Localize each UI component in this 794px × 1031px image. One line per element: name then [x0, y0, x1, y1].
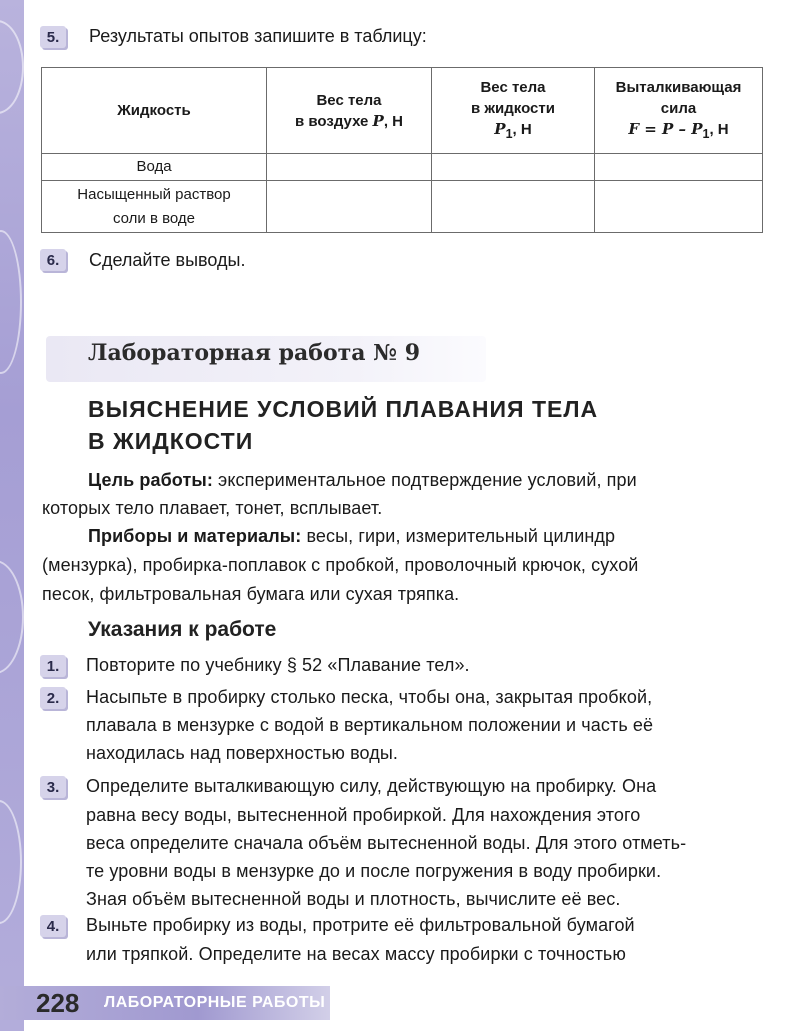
decor-orbit	[0, 800, 22, 924]
step-text: находилась над поверхностью воды.	[86, 743, 398, 763]
results-table	[41, 67, 763, 233]
step-text: Определите выталкивающую силу, действующую на пробирку. Она	[86, 776, 657, 796]
section-label: ЛАБОРАТОРНЫЕ РАБОТЫ	[104, 994, 326, 1011]
cell-empty	[432, 154, 595, 181]
step-number: 1.	[40, 655, 66, 677]
step-text: Выньте пробирку из воды, протрите её фильтровальной бумагой	[86, 915, 635, 935]
step-text: равна весу воды, вытесненной пробиркой. Для нахождения этого	[86, 805, 641, 825]
cell-empty	[595, 154, 763, 181]
step-text: Зная объём вытесненной воды и плотность, вычислите её вес.	[86, 889, 621, 909]
step-text: или тряпкой. Определите на весах массу пробирки с точностью	[86, 944, 627, 964]
decor-orbit	[0, 560, 24, 674]
item-number: 6.	[40, 249, 66, 271]
table-row	[42, 154, 763, 181]
cell-liquid: Насыщенный раствор соли в воде	[42, 181, 267, 233]
step-text: Повторите по учебнику § 52 «Плавание тел».	[86, 655, 470, 675]
item-number: 5.	[40, 26, 66, 48]
header-buoyant-force: Выталкивающая сила $F = P - P_1$, Н	[595, 68, 763, 154]
header-liquid-weight: Вес тела в жидкости $P_1$, Н	[432, 68, 595, 154]
goal-paragraph-cont: которых тело плавает, тонет, всплывает.	[42, 498, 383, 518]
step-text: плавала в мензурке с водой в вертикальном положении и часть её	[86, 715, 654, 735]
main-heading-line: ВЫЯСНЕНИЕ УСЛОВИЙ ПЛАВАНИЯ ТЕЛА	[88, 396, 599, 422]
instructions-title: Указания к работе	[88, 618, 277, 641]
lab-title: Лабораторная работа № 9	[88, 340, 421, 366]
table-header-row	[42, 68, 763, 154]
materials-paragraph-cont: (мензурка), пробирка-поплавок с пробкой, проволочный крючок, сухой	[42, 555, 639, 575]
cell-empty	[432, 181, 595, 233]
step-text: те уровни воды в мензурке до и после погружения в воду пробирки.	[86, 861, 662, 881]
cell-empty	[267, 154, 432, 181]
main-heading-line: В ЖИДКОСТИ	[88, 428, 254, 454]
item-text: Сделайте выводы.	[89, 250, 246, 270]
table-row	[42, 181, 763, 233]
cell-empty	[595, 181, 763, 233]
header-air-weight: Вес тела в воздухе P, Н	[267, 68, 432, 154]
decor-orbit	[0, 230, 22, 374]
step-text: Насыпьте в пробирку столько песка, чтобы она, закрытая пробкой,	[86, 687, 653, 707]
header-liquid: Жидкость	[42, 68, 267, 154]
cell-liquid: Вода	[42, 154, 267, 181]
step-number: 4.	[40, 915, 66, 937]
step-number: 3.	[40, 776, 66, 798]
step-number: 2.	[40, 687, 66, 709]
page-number: 228	[36, 988, 80, 1018]
cell-empty	[267, 181, 432, 233]
side-decoration	[0, 0, 24, 1031]
decor-orbit	[0, 20, 24, 114]
goal-paragraph: Цель работы: экспериментальное подтверждение условий, при	[88, 470, 637, 490]
materials-paragraph: Приборы и материалы: весы, гири, измерительный цилиндр	[88, 526, 616, 546]
materials-paragraph-cont: песок, фильтровальная бумага или сухая тряпка.	[42, 584, 460, 604]
item-text: Результаты опытов запишите в таблицу:	[89, 26, 427, 46]
step-text: веса определите сначала объём вытесненной воды. Для этого отметь-	[86, 833, 687, 853]
